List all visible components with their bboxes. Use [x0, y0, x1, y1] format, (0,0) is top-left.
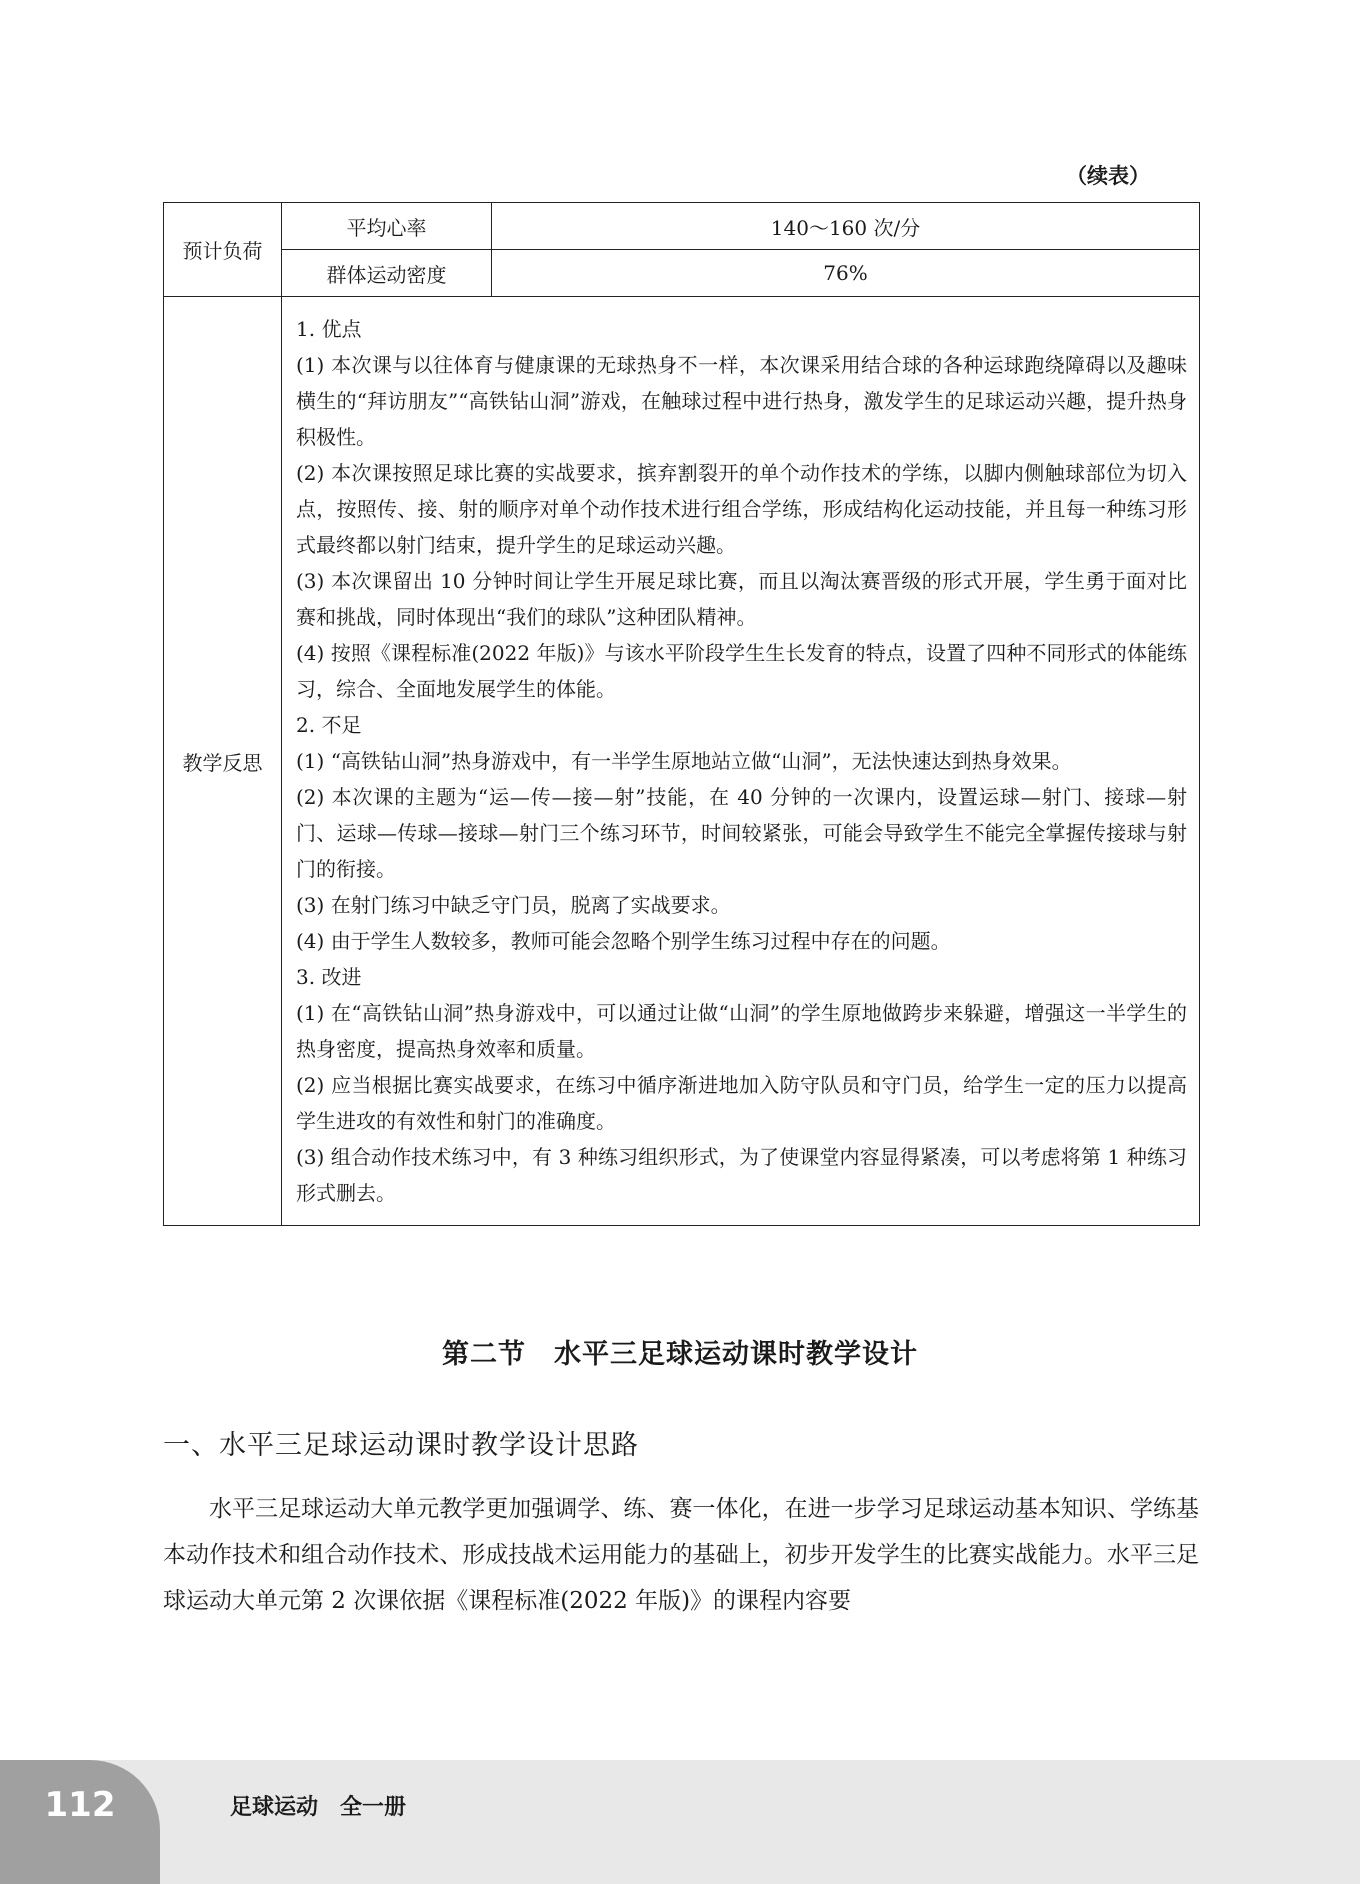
reflection-item: (3) 本次课留出 10 分钟时间让学生开展足球比赛，而且以淘汰赛晋级的形式开展，学生勇于面对比赛和挑战，同时体现出“我们的球队”这种团队精神。 [296, 569, 1187, 629]
reflection-item: (2) 应当根据比赛实战要求，在练习中循序渐进地加入防守队员和守门员，给学生一定的压力以提高学生进攻的有效性和射门的准确度。 [296, 1073, 1187, 1133]
load-label: 预计负荷 [164, 203, 282, 297]
reflection-item: (2) 本次课按照足球比赛的实战要求，摈弃割裂开的单个动作技术的学练，以脚内侧触球部位为切入点，按照传、接、射的顺序对单个动作技术进行组合学练，形成结构化运动技能，并且每一种练习形式最终都以射门结束，提升学生的足球运动兴趣。 [296, 461, 1187, 557]
reflection-item: (1) 本次课与以往体育与健康课的无球热身不一样，本次课采用结合球的各种运球跑绕障碍以及趣味横生的“拜访朋友”“高铁钻山洞”游戏，在触球过程中进行热身，激发学生的足球运动兴趣，提升热身积极性。 [296, 353, 1187, 449]
footer-book-title: 足球运动 全一册 [230, 1795, 407, 1820]
subsection-title: 一、水平三足球运动课时教学设计思路 [163, 1430, 639, 1461]
table-row-heart-rate [164, 203, 1200, 250]
section-title: 第二节 水平三足球运动课时教学设计 [442, 1339, 918, 1370]
reflection-item: (1) 在“高铁钻山洞”热身游戏中，可以通过让做“山洞”的学生原地做跨步来躲避，增强这一半学生的热身密度，提高热身效率和质量。 [296, 1001, 1187, 1061]
heart-rate-label: 平均心率 [282, 203, 492, 250]
heart-rate-value: 140～160 次/分 [492, 203, 1200, 250]
continued-label: （续表） [1066, 164, 1150, 188]
reflection-heading-strengths: 1. 优点 [296, 317, 362, 341]
body-paragraph: 水平三足球运动大单元教学更加强调学、练、赛一体化，在进一步学习足球运动基本知识、学练基本动作技术和组合动作技术、形成技战术运用能力的基础上，初步开发学生的比赛实战能力。水平三足球运动大单元第 2 次课依据《课程标准(2022 年版)》的课程内容要 [163, 1496, 1199, 1614]
reflection-item: (4) 按照《课程标准(2022 年版)》与该水平阶段学生生长发育的特点，设置了四种不同形式的体能练习，综合、全面地发展学生的体能。 [296, 641, 1187, 701]
reflection-heading-weaknesses: 2. 不足 [296, 713, 362, 737]
page-number: 112 [44, 1785, 116, 1825]
reflection-item: (1) “高铁钻山洞”热身游戏中，有一半学生原地站立做“山洞”，无法快速达到热身效果。 [296, 749, 1072, 773]
reflection-heading-improvements: 3. 改进 [296, 965, 362, 989]
reflection-item: (3) 组合动作技术练习中，有 3 种练习组织形式，为了使课堂内容显得紧凑，可以考虑将第 1 种练习形式删去。 [296, 1145, 1187, 1205]
reflection-item: (3) 在射门练习中缺乏守门员，脱离了实战要求。 [296, 893, 731, 917]
table-row-density [164, 250, 1200, 297]
lesson-table [163, 202, 1200, 1226]
footer-band [0, 1760, 1360, 1884]
reflection-label: 教学反思 [164, 297, 282, 1226]
reflection-content [282, 297, 1200, 1226]
table-row-reflection [164, 297, 1200, 1226]
density-label: 群体运动密度 [282, 250, 492, 297]
reflection-item: (2) 本次课的主题为“运—传—接—射”技能，在 40 分钟的一次课内，设置运球—射门、接球—射门、运球—传球—接球—射门三个练习环节，时间较紧张，可能会导致学生不能完全掌握传接球与射门的衔接。 [296, 785, 1187, 881]
density-value: 76% [492, 250, 1200, 297]
reflection-item: (4) 由于学生人数较多，教师可能会忽略个别学生练习过程中存在的问题。 [296, 929, 951, 953]
